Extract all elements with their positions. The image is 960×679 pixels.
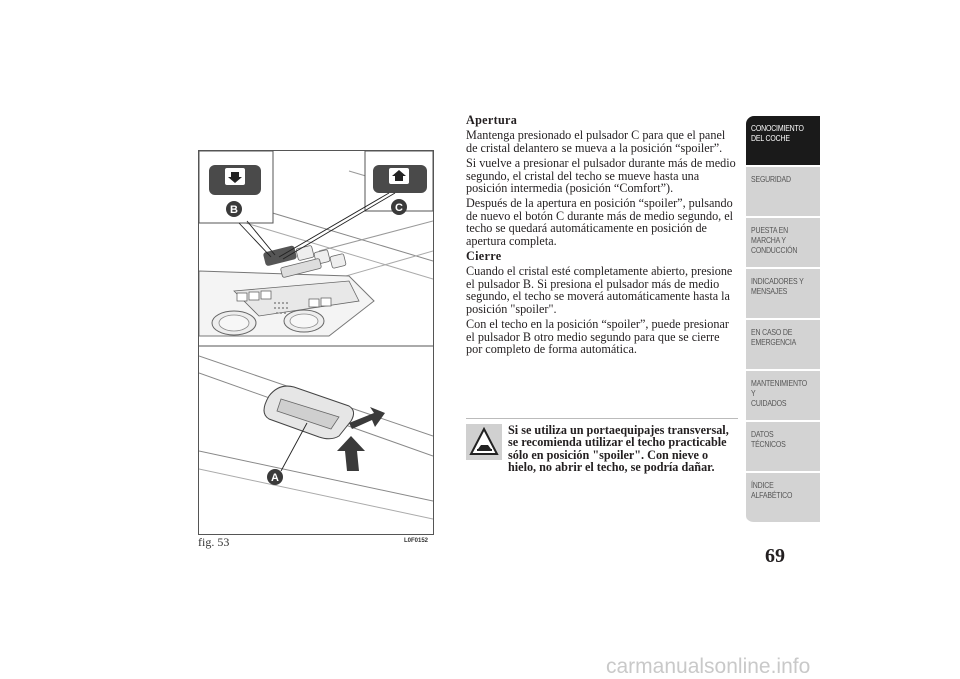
tab-seguridad[interactable]	[746, 167, 820, 218]
sunroof-controls-illustration	[199, 151, 433, 534]
tab-label: DATOS TÉCNICOS	[751, 430, 786, 449]
tab-label: CONOCIMIENTO DEL COCHE	[751, 124, 804, 143]
tab-mantenimiento[interactable]	[746, 371, 820, 422]
switch-cluster	[263, 245, 297, 266]
tab-label: SEGURIDAD	[751, 175, 791, 184]
label-a: A	[271, 472, 279, 484]
figure-53	[198, 150, 434, 535]
paragraph: Si vuelve a presionar el pulsador durante más de medio segundo, el cristal del techo se mueve hasta una posición intermedia (posición “Comfort”).	[466, 156, 736, 196]
warning-box	[466, 424, 738, 474]
tab-conocimiento-del-coche[interactable]	[746, 116, 820, 167]
figure-code: L0F0152	[404, 538, 429, 544]
arrow-icon	[337, 436, 365, 471]
page-number: 69	[765, 545, 785, 567]
paragraph: Después de la apertura en posición “spoiler”, pulsando de nuevo el botón C durante más de medio segundo, el techo se quedará automáticamente en posición de apertura completa.	[466, 196, 734, 248]
paragraph: Con el techo en la posición “spoiler”, puede presionar el pulsador B otro medio segundo para que se cierre por completo de forma automática.	[466, 317, 729, 356]
heading-closing: Cierre	[466, 249, 502, 264]
label-c: C	[395, 202, 403, 214]
tab-datos-tecnicos[interactable]	[746, 422, 820, 473]
tab-puesta-en-marcha[interactable]	[746, 218, 820, 269]
figure-caption: fig. 53	[198, 535, 230, 549]
watermark: carmanualsonline.info	[606, 655, 811, 678]
warning-divider	[466, 418, 738, 419]
chapter-index	[746, 116, 820, 524]
paragraph: Cuando el cristal esté completamente abierto, presione el pulsador B. Si presiona el pulsador más de medio segundo, el techo se moverá automáticamente hasta la posición "spoiler".	[466, 264, 733, 316]
tab-indice-alfabetico[interactable]	[746, 473, 820, 524]
label-b: B	[230, 204, 238, 216]
tab-label: PUESTA EN MARCHA Y CONDUCCIÓN	[751, 226, 798, 255]
warning-text: Si se utiliza un portaequipajes transversal, se recomienda utilizar el techo practicable sólo en posición "spoiler". Con nieve o hielo, no abrir el techo, se podría dañar.	[508, 423, 729, 475]
tab-label: EN CASO DE EMERGENCIA	[751, 328, 797, 347]
main-text	[466, 114, 738, 358]
warning-triangle-icon	[466, 424, 502, 460]
tab-indicadores[interactable]	[746, 269, 820, 320]
tab-label: INDICADORES Y MENSAJES	[751, 277, 804, 296]
arrow-icon	[349, 407, 385, 429]
tab-label: ÍNDICE ALFABÉTICO	[751, 481, 793, 500]
paragraph: Mantenga presionado el pulsador C para que el panel de cristal delantero se mueva a la posición “spoiler”.	[466, 128, 726, 155]
tab-label: MANTENIMIENTO Y CUIDADOS	[751, 379, 808, 408]
heading-opening: Apertura	[466, 113, 518, 127]
tab-emergencia[interactable]	[746, 320, 820, 371]
